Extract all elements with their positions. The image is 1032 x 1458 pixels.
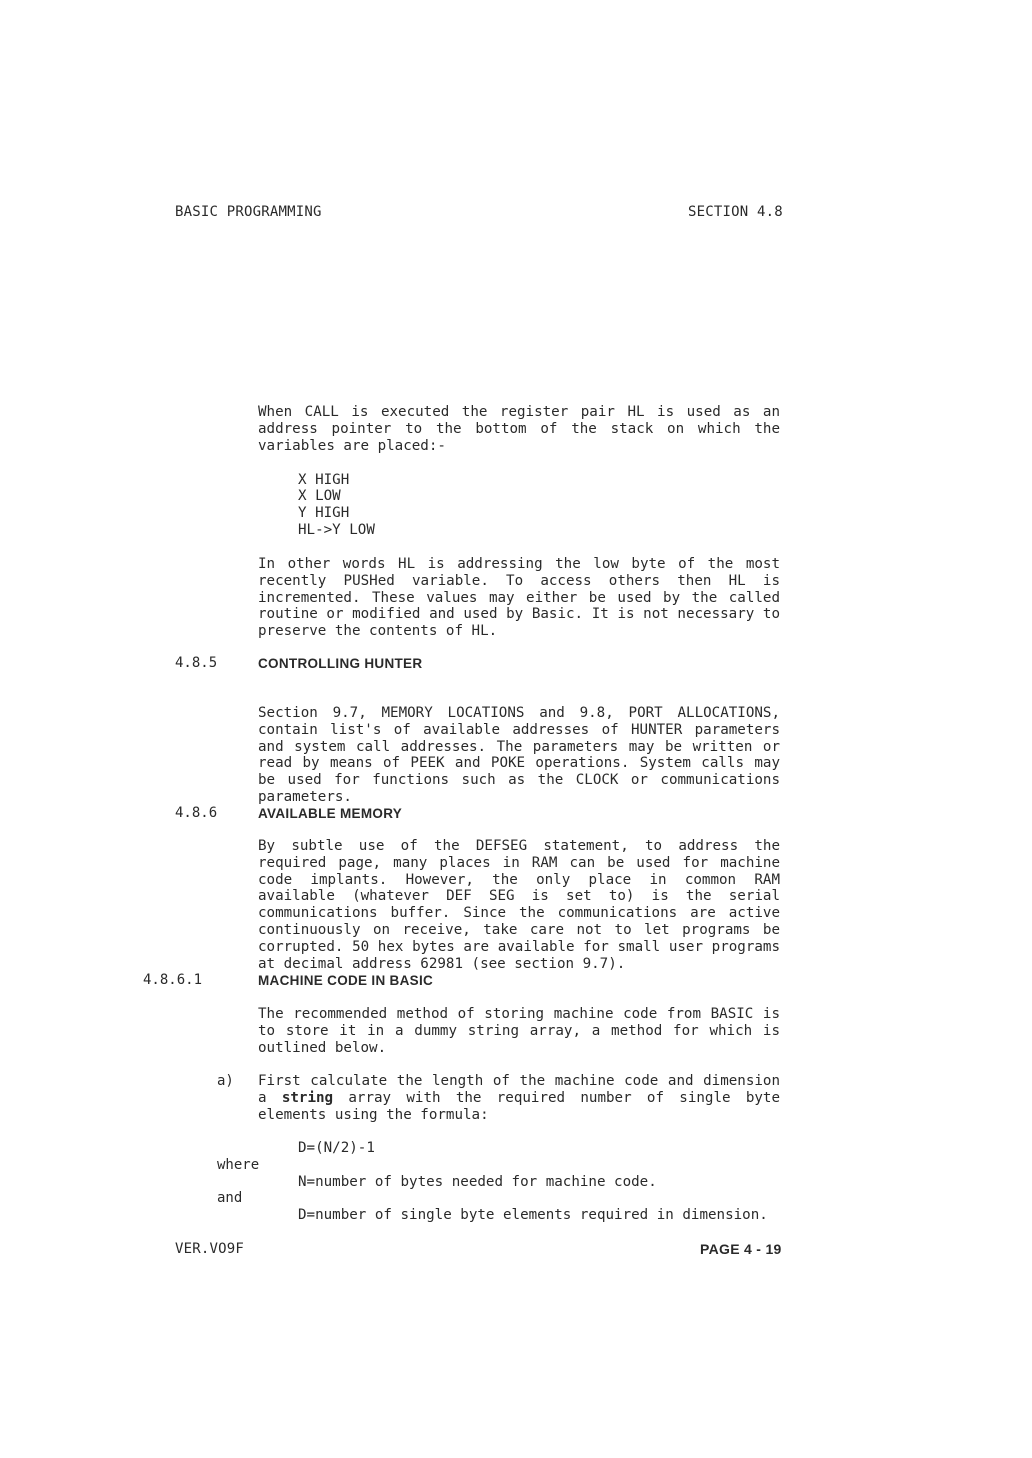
section-body: The recommended method of storing machine code from BASIC is to store it in a dummy string array, a method for which is outlined below. xyxy=(258,1006,780,1056)
footer-page-number: PAGE 4 - 19 xyxy=(700,1241,782,1257)
stack-item: X HIGH xyxy=(298,472,350,488)
section-title: CONTROLLING HUNTER xyxy=(258,656,423,671)
section-body: By subtle use of the DEFSEG statement, to address the required page, many places in RAM can be used for machine code implants. However, the only place in common RAM available (whatever DEF SEG is set to) is the serial communications buffer. Since the communications are active continuously on receive, take care not to let programs be corrupted. 50 hex bytes are available for small user programs at decimal address 62981 (see section 9.7). xyxy=(258,838,780,972)
section-title: AVAILABLE MEMORY xyxy=(258,806,403,821)
section-number: 4.8.5 xyxy=(175,655,218,671)
step-a-bold-word: string xyxy=(281,1089,334,1106)
intro-paragraph-1: When CALL is executed the register pair HL is used as an address pointer to the bottom of the stack on which the variables are placed:- xyxy=(258,404,780,454)
running-header-left: BASIC PROGRAMMING xyxy=(175,204,322,220)
stack-item: HL->Y LOW xyxy=(298,522,375,538)
footer-version: VER.VO9F xyxy=(175,1241,245,1257)
and-label: and xyxy=(217,1190,243,1206)
and-definition: D=number of single byte elements required in dimension. xyxy=(298,1207,768,1223)
stack-item: Y HIGH xyxy=(298,505,350,521)
where-label: where xyxy=(217,1157,260,1173)
section-body: Section 9.7, MEMORY LOCATIONS and 9.8, PORT ALLOCATIONS, contain list's of available addresses of HUNTER parameters and system call addresses. The parameters may be written or read by means of PEEK and POKE operations. System calls may be used for functions such as the CLOCK or communications parameters. xyxy=(258,705,780,805)
intro-paragraph-2: In other words HL is addressing the low byte of the most recently PUSHed variable. To access others then HL is incremented. These values may either be used by the called routine or modified and used by Basic. It is not necessary to preserve the contents of HL. xyxy=(258,556,780,640)
step-a-text xyxy=(258,1073,780,1123)
step-a-text-after: array with the required number of single byte elements using the formula: xyxy=(258,1089,781,1123)
stack-item: X LOW xyxy=(298,488,341,504)
running-header-right: SECTION 4.8 xyxy=(688,204,783,220)
step-label: a) xyxy=(217,1073,234,1089)
section-number: 4.8.6 xyxy=(175,805,218,821)
step-a-text-before: First calculate the length of the machine code and dimension a xyxy=(258,1073,780,1106)
section-title: MACHINE CODE IN BASIC xyxy=(258,973,434,988)
section-number: 4.8.6.1 xyxy=(143,972,203,988)
formula: D=(N/2)-1 xyxy=(298,1140,375,1156)
where-definition: N=number of bytes needed for machine code. xyxy=(298,1174,657,1190)
